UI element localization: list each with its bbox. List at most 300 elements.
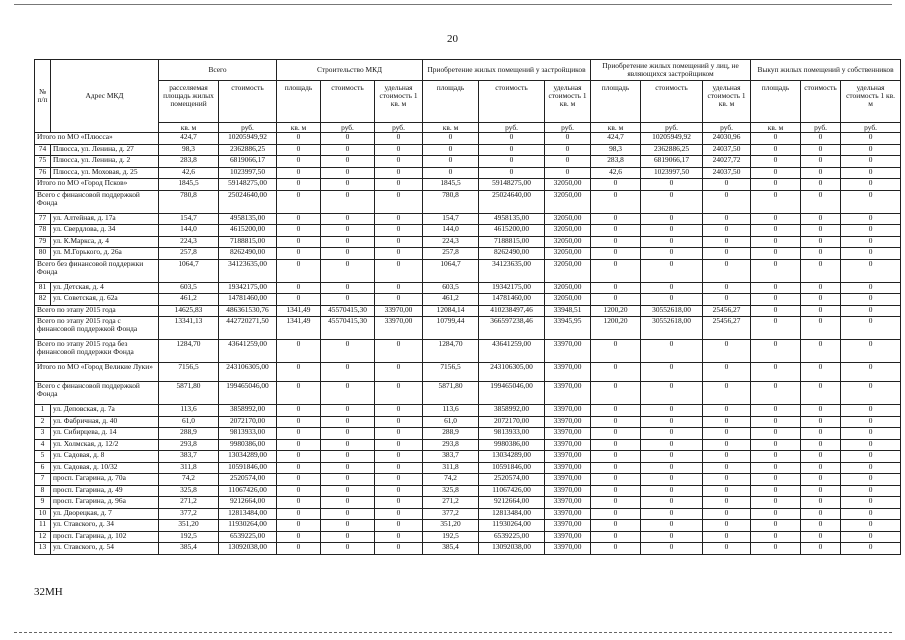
- cell-value: 0: [375, 543, 423, 555]
- cell-num: 1: [35, 405, 51, 417]
- cell-value: 0: [751, 382, 801, 405]
- header-unit-rub: руб.: [219, 123, 277, 133]
- cell-value: 6539225,00: [479, 531, 545, 543]
- cell-value: 0: [375, 382, 423, 405]
- cell-value: 0: [841, 225, 901, 237]
- cell-value: 0: [277, 405, 321, 417]
- cell-value: 461,2: [423, 294, 479, 306]
- cell-value: 0: [841, 543, 901, 555]
- cell-value: 0: [277, 259, 321, 282]
- header-sub-area-resettled: расселяемая площадь жилых помещений: [159, 81, 219, 123]
- cell-value: 0: [479, 156, 545, 168]
- cell-value: 0: [375, 439, 423, 451]
- cell-value: 0: [641, 225, 703, 237]
- cell-value: 33970,00: [545, 382, 591, 405]
- cell-value: 0: [641, 543, 703, 555]
- cell-value: 0: [801, 213, 841, 225]
- cell-value: 0: [703, 462, 751, 474]
- cell-num: 77: [35, 213, 51, 225]
- cell-value: 33970,00: [545, 508, 591, 520]
- cell-subtotal-label: Всего по этапу 2015 года с финансовой поддержкой Фонда: [35, 317, 159, 340]
- cell-value: 0: [277, 497, 321, 509]
- cell-value: 24037,50: [703, 167, 751, 179]
- cell-value: 0: [277, 363, 321, 382]
- header-unit-rub: руб.: [375, 123, 423, 133]
- cell-address: ул. Деповская, д. 7а: [51, 405, 159, 417]
- cell-value: 0: [641, 282, 703, 294]
- cell-value: 1341,49: [277, 305, 321, 317]
- cell-value: 0: [841, 259, 901, 282]
- cell-value: 0: [321, 405, 375, 417]
- cell-value: 32050,00: [545, 179, 591, 191]
- cell-value: 0: [703, 474, 751, 486]
- header-sub-area: площадь: [423, 81, 479, 123]
- cell-value: 4958135,00: [479, 213, 545, 225]
- cell-value: 0: [751, 213, 801, 225]
- header-group-acq-developers: Приобретение жилых помещений у застройщиков: [423, 60, 591, 81]
- cell-value: 0: [545, 156, 591, 168]
- cell-value: 11067426,00: [219, 485, 277, 497]
- header-num: № п/п: [35, 60, 51, 133]
- cell-value: 0: [277, 543, 321, 555]
- cell-value: 24037,50: [703, 144, 751, 156]
- cell-value: 0: [321, 294, 375, 306]
- cell-value: 0: [277, 282, 321, 294]
- cell-value: 0: [321, 259, 375, 282]
- cell-value: 0: [321, 190, 375, 213]
- cell-value: 0: [841, 144, 901, 156]
- cell-value: 0: [375, 156, 423, 168]
- cell-value: 33970,00: [545, 428, 591, 440]
- cell-value: 0: [591, 428, 641, 440]
- cell-value: 0: [277, 236, 321, 248]
- cell-value: 192,5: [159, 531, 219, 543]
- cell-value: 0: [703, 508, 751, 520]
- cell-value: 0: [591, 520, 641, 532]
- cell-value: 0: [591, 462, 641, 474]
- cell-num: 82: [35, 294, 51, 306]
- cell-value: 25456,27: [703, 317, 751, 340]
- table-row: [35, 462, 901, 474]
- header-sub-cost: стоимость: [479, 81, 545, 123]
- cell-address: Плюсса, ул. Моховая, д. 25: [51, 167, 159, 179]
- cell-value: 0: [591, 179, 641, 191]
- cell-value: 0: [841, 317, 901, 340]
- cell-value: 0: [703, 405, 751, 417]
- cell-subtotal-label: Итого по МО «Город Великие Луки»: [35, 363, 159, 382]
- cell-value: 1200,20: [591, 305, 641, 317]
- cell-value: 98,3: [591, 144, 641, 156]
- cell-num: 75: [35, 156, 51, 168]
- cell-value: 1064,7: [423, 259, 479, 282]
- cell-address: Плюсса, ул. Ленина, д. 27: [51, 144, 159, 156]
- cell-value: 113,6: [423, 405, 479, 417]
- cell-value: 0: [751, 305, 801, 317]
- cell-address: ул. Садовая, д. 8: [51, 451, 159, 463]
- cell-value: 0: [801, 531, 841, 543]
- cell-value: 0: [375, 248, 423, 260]
- header-sub-area: площадь: [751, 81, 801, 123]
- cell-value: 461,2: [159, 294, 219, 306]
- cell-value: 32050,00: [545, 213, 591, 225]
- cell-value: 12813484,00: [219, 508, 277, 520]
- top-scan-line: [14, 4, 892, 5]
- header-address: Адрес МКД: [51, 60, 159, 133]
- cell-value: 33970,00: [545, 439, 591, 451]
- cell-value: 12084,14: [423, 305, 479, 317]
- cell-value: 0: [591, 236, 641, 248]
- cell-value: 0: [641, 294, 703, 306]
- cell-value: 1023997,50: [219, 167, 277, 179]
- cell-value: 1284,70: [159, 340, 219, 363]
- header-group-total: Всего: [159, 60, 277, 81]
- mkd-table-wrapper: [34, 59, 895, 555]
- table-body: [35, 133, 901, 555]
- cell-value: 32050,00: [545, 236, 591, 248]
- cell-value: 0: [277, 248, 321, 260]
- cell-value: 24027,72: [703, 156, 751, 168]
- table-subtotal-row: [35, 190, 901, 213]
- cell-value: 377,2: [423, 508, 479, 520]
- cell-value: 0: [841, 474, 901, 486]
- cell-value: 33970,00: [545, 405, 591, 417]
- cell-value: 5871,80: [423, 382, 479, 405]
- header-group-acq-nondevelopers: Приобретение жилых помещений у лиц, не являющихся застройщиком: [591, 60, 751, 81]
- cell-value: 0: [277, 428, 321, 440]
- cell-value: 0: [841, 248, 901, 260]
- cell-address: ул. Детская, д. 4: [51, 282, 159, 294]
- table-row: [35, 225, 901, 237]
- cell-value: 0: [703, 248, 751, 260]
- cell-value: 0: [375, 497, 423, 509]
- cell-value: 74,2: [423, 474, 479, 486]
- cell-value: 257,8: [159, 248, 219, 260]
- cell-value: 0: [841, 451, 901, 463]
- cell-value: 0: [841, 428, 901, 440]
- cell-value: 0: [841, 190, 901, 213]
- cell-value: 0: [841, 282, 901, 294]
- cell-value: 0: [801, 439, 841, 451]
- header-group-construction: Строительство МКД: [277, 60, 423, 81]
- cell-address: просп. Гагарина, д. 96а: [51, 497, 159, 509]
- cell-value: 0: [841, 363, 901, 382]
- cell-value: 2520574,00: [479, 474, 545, 486]
- cell-value: 0: [423, 144, 479, 156]
- cell-value: 9813933,00: [479, 428, 545, 440]
- cell-value: 13034289,00: [479, 451, 545, 463]
- cell-value: 0: [591, 508, 641, 520]
- cell-value: 9980386,00: [479, 439, 545, 451]
- cell-value: 33970,00: [375, 317, 423, 340]
- cell-value: 61,0: [423, 416, 479, 428]
- cell-value: 0: [703, 179, 751, 191]
- footer-code: 32МН: [34, 586, 63, 598]
- cell-address: просп. Гагарина, д. 102: [51, 531, 159, 543]
- header-sub-unit-cost: удельная стоимость 1 кв. м: [841, 81, 901, 123]
- cell-num: 12: [35, 531, 51, 543]
- cell-address: ул. К.Маркса, д. 4: [51, 236, 159, 248]
- cell-value: 0: [641, 382, 703, 405]
- cell-value: 257,8: [423, 248, 479, 260]
- cell-value: 0: [321, 520, 375, 532]
- cell-value: 32050,00: [545, 190, 591, 213]
- cell-value: 10205949,92: [641, 133, 703, 145]
- cell-value: 98,3: [159, 144, 219, 156]
- table-subtotal-row: [35, 340, 901, 363]
- cell-value: 0: [277, 416, 321, 428]
- table-subtotal-row: [35, 259, 901, 282]
- cell-value: 10591846,00: [479, 462, 545, 474]
- cell-value: 2072170,00: [479, 416, 545, 428]
- cell-value: 0: [841, 439, 901, 451]
- cell-value: 0: [545, 144, 591, 156]
- table-row: [35, 520, 901, 532]
- cell-num: 5: [35, 451, 51, 463]
- cell-value: 0: [321, 236, 375, 248]
- cell-value: 0: [277, 451, 321, 463]
- cell-value: 33948,51: [545, 305, 591, 317]
- cell-num: 81: [35, 282, 51, 294]
- cell-value: 0: [641, 428, 703, 440]
- cell-value: 1845,5: [423, 179, 479, 191]
- cell-value: 9212664,00: [219, 497, 277, 509]
- cell-value: 0: [321, 144, 375, 156]
- cell-subtotal-label: Итого по МО «Плюсса»: [35, 133, 159, 145]
- cell-value: 0: [641, 531, 703, 543]
- cell-value: 780,8: [423, 190, 479, 213]
- cell-value: 410238497,46: [479, 305, 545, 317]
- cell-value: 0: [591, 213, 641, 225]
- cell-value: 13341,13: [159, 317, 219, 340]
- cell-value: 0: [375, 485, 423, 497]
- cell-value: 0: [591, 340, 641, 363]
- cell-value: 4615200,00: [219, 225, 277, 237]
- cell-value: 0: [277, 167, 321, 179]
- cell-value: 0: [321, 363, 375, 382]
- cell-address: Плюсса, ул. Ленина, д. 2: [51, 156, 159, 168]
- cell-address: ул. Фабричная, д. 40: [51, 416, 159, 428]
- cell-num: 79: [35, 236, 51, 248]
- cell-value: 0: [801, 428, 841, 440]
- cell-value: 442720271,50: [219, 317, 277, 340]
- cell-value: 0: [801, 416, 841, 428]
- cell-value: 0: [277, 531, 321, 543]
- table-row: [35, 294, 901, 306]
- cell-value: 0: [641, 520, 703, 532]
- cell-value: 0: [321, 497, 375, 509]
- cell-value: 311,8: [159, 462, 219, 474]
- header-unit-rub: руб.: [479, 123, 545, 133]
- cell-subtotal-label: Итого по МО «Город Псков»: [35, 179, 159, 191]
- cell-value: 0: [801, 167, 841, 179]
- cell-value: 0: [801, 363, 841, 382]
- cell-value: 43641259,00: [479, 340, 545, 363]
- cell-value: 199465046,00: [479, 382, 545, 405]
- cell-value: 0: [375, 236, 423, 248]
- table-row: [35, 213, 901, 225]
- header-unit-rub: руб.: [641, 123, 703, 133]
- cell-value: 113,6: [159, 405, 219, 417]
- cell-value: 0: [841, 156, 901, 168]
- cell-value: 0: [591, 497, 641, 509]
- header-unit-rub: руб.: [545, 123, 591, 133]
- cell-value: 0: [545, 167, 591, 179]
- cell-value: 383,7: [159, 451, 219, 463]
- cell-value: 0: [641, 416, 703, 428]
- cell-value: 0: [277, 179, 321, 191]
- cell-value: 34123635,00: [219, 259, 277, 282]
- cell-value: 25456,27: [703, 305, 751, 317]
- cell-value: 0: [841, 382, 901, 405]
- cell-num: 13: [35, 543, 51, 555]
- cell-value: 0: [703, 416, 751, 428]
- cell-value: 0: [751, 474, 801, 486]
- page-number: 20: [447, 33, 458, 45]
- cell-value: 0: [375, 144, 423, 156]
- cell-value: 0: [545, 133, 591, 145]
- header-row-units: [35, 123, 901, 133]
- cell-value: 0: [321, 167, 375, 179]
- cell-value: 8262490,00: [479, 248, 545, 260]
- cell-value: 0: [641, 190, 703, 213]
- table-row: [35, 474, 901, 486]
- cell-num: 78: [35, 225, 51, 237]
- cell-value: 30552618,00: [641, 305, 703, 317]
- cell-value: 385,4: [159, 543, 219, 555]
- cell-value: 14625,83: [159, 305, 219, 317]
- cell-value: 10205949,92: [219, 133, 277, 145]
- cell-value: 1064,7: [159, 259, 219, 282]
- cell-value: 33970,00: [375, 305, 423, 317]
- cell-value: 0: [801, 144, 841, 156]
- cell-value: 243106305,00: [479, 363, 545, 382]
- header-sub-unit-cost: удельная стоимость 1 кв. м: [375, 81, 423, 123]
- cell-value: 0: [801, 156, 841, 168]
- bottom-scan-line: [14, 632, 892, 633]
- cell-value: 0: [801, 405, 841, 417]
- cell-value: 0: [751, 156, 801, 168]
- cell-value: 0: [591, 531, 641, 543]
- cell-value: 0: [641, 236, 703, 248]
- cell-value: 0: [321, 474, 375, 486]
- cell-value: 0: [591, 405, 641, 417]
- cell-value: 0: [375, 363, 423, 382]
- cell-value: 0: [801, 282, 841, 294]
- cell-num: 76: [35, 167, 51, 179]
- cell-value: 42,6: [159, 167, 219, 179]
- cell-value: 283,8: [591, 156, 641, 168]
- cell-value: 0: [751, 225, 801, 237]
- cell-value: 0: [321, 508, 375, 520]
- cell-value: 0: [277, 474, 321, 486]
- cell-value: 0: [277, 190, 321, 213]
- cell-value: 325,8: [423, 485, 479, 497]
- table-row: [35, 497, 901, 509]
- cell-value: 0: [751, 485, 801, 497]
- cell-value: 0: [841, 531, 901, 543]
- cell-value: 271,2: [159, 497, 219, 509]
- cell-value: 43641259,00: [219, 340, 277, 363]
- cell-value: 32050,00: [545, 248, 591, 260]
- cell-value: 0: [801, 497, 841, 509]
- cell-value: 0: [751, 451, 801, 463]
- cell-value: 0: [703, 294, 751, 306]
- cell-value: 7156,5: [159, 363, 219, 382]
- cell-value: 11067426,00: [479, 485, 545, 497]
- cell-value: 0: [277, 156, 321, 168]
- cell-value: 0: [591, 282, 641, 294]
- mkd-table: [34, 59, 901, 555]
- cell-value: 0: [277, 520, 321, 532]
- cell-address: ул. Свердлова, д. 34: [51, 225, 159, 237]
- cell-value: 0: [641, 340, 703, 363]
- cell-value: 351,20: [159, 520, 219, 532]
- cell-value: 0: [641, 451, 703, 463]
- cell-value: 0: [591, 190, 641, 213]
- cell-subtotal-label: Всего с финансовой поддержкой Фонда: [35, 190, 159, 213]
- cell-value: 780,8: [159, 190, 219, 213]
- table-row: [35, 144, 901, 156]
- cell-value: 0: [375, 428, 423, 440]
- cell-value: 0: [841, 294, 901, 306]
- cell-value: 0: [375, 416, 423, 428]
- cell-address: просп. Гагарина, д. 70а: [51, 474, 159, 486]
- cell-value: 14781460,00: [219, 294, 277, 306]
- cell-value: 0: [375, 340, 423, 363]
- cell-value: 0: [321, 462, 375, 474]
- cell-value: 0: [591, 294, 641, 306]
- cell-value: 0: [751, 133, 801, 145]
- cell-value: 9813933,00: [219, 428, 277, 440]
- cell-value: 7156,5: [423, 363, 479, 382]
- cell-value: 0: [321, 133, 375, 145]
- cell-value: 32050,00: [545, 259, 591, 282]
- cell-value: 0: [751, 428, 801, 440]
- cell-value: 0: [751, 462, 801, 474]
- cell-value: 2362886,25: [219, 144, 277, 156]
- cell-value: 283,8: [159, 156, 219, 168]
- cell-value: 0: [591, 225, 641, 237]
- cell-value: 0: [841, 236, 901, 248]
- cell-value: 0: [277, 225, 321, 237]
- cell-value: 7188815,00: [479, 236, 545, 248]
- cell-value: 0: [641, 474, 703, 486]
- cell-value: 0: [375, 474, 423, 486]
- cell-value: 0: [751, 294, 801, 306]
- cell-value: 0: [641, 259, 703, 282]
- cell-value: 24030,96: [703, 133, 751, 145]
- cell-address: ул. Дворецкая, д. 7: [51, 508, 159, 520]
- cell-value: 0: [751, 248, 801, 260]
- cell-value: 603,5: [423, 282, 479, 294]
- cell-value: 0: [751, 144, 801, 156]
- cell-address: ул. Ставского, д. 34: [51, 520, 159, 532]
- table-subtotal-row: [35, 363, 901, 382]
- cell-value: 271,2: [423, 497, 479, 509]
- cell-value: 19342175,00: [479, 282, 545, 294]
- cell-address: ул. Холмская, д. 12/2: [51, 439, 159, 451]
- cell-value: 0: [703, 190, 751, 213]
- cell-value: 0: [703, 259, 751, 282]
- table-subtotal-row: [35, 317, 901, 340]
- cell-value: 0: [703, 531, 751, 543]
- table-row: [35, 282, 901, 294]
- cell-value: 0: [277, 133, 321, 145]
- cell-value: 0: [321, 225, 375, 237]
- cell-value: 385,4: [423, 543, 479, 555]
- cell-value: 0: [375, 213, 423, 225]
- cell-value: 351,20: [423, 520, 479, 532]
